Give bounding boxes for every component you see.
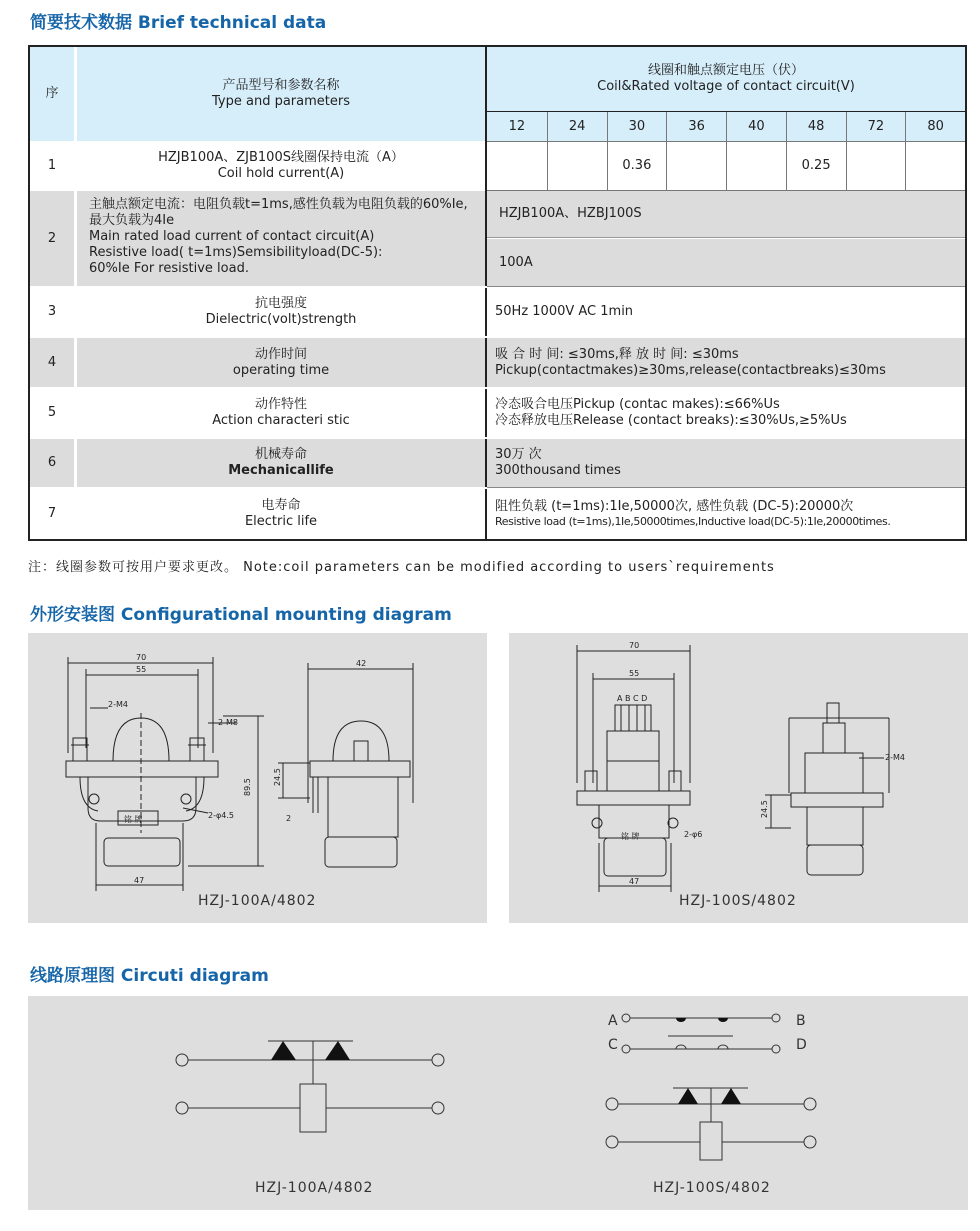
technical-data-table	[28, 45, 967, 541]
row-5-value-2: 冷态释放电压Release (contact breaks):≤30%Us,≥5%Us	[495, 413, 847, 428]
section-title-circuit: 线路原理图 Circuti diagram	[30, 966, 269, 986]
row-7-name	[77, 489, 485, 539]
row-4-value-zh: 吸 合 时 间: ≤30ms,释 放 时 间: ≤30ms	[495, 346, 739, 362]
row-7-name-zh: 电寿命	[261, 498, 301, 513]
row-5-value	[487, 389, 965, 437]
row-3-name	[77, 288, 485, 336]
voltage-col-72: 72	[846, 112, 906, 141]
row-1-value-24	[547, 142, 607, 190]
header-voltage-zh: 线圈和触点额定电压（伏）	[647, 63, 804, 78]
mounting-caption-right: HZJ-100S/4802	[679, 893, 797, 909]
voltage-col-40: 40	[726, 112, 786, 141]
voltage-col-36: 36	[666, 112, 726, 141]
dim-895-label: 89.5	[243, 778, 252, 796]
row-6-name-zh: 机械寿命	[254, 447, 307, 462]
dim-47-label: 47	[629, 877, 640, 886]
terminal-d-label: D	[796, 1037, 807, 1053]
row-2-no: 2	[30, 191, 74, 286]
row-1-name-en: Coil hold current(A)	[217, 166, 345, 181]
header-type	[77, 47, 485, 141]
dim-m4-label: 2-M4	[108, 700, 128, 709]
dim-70-label: 70	[136, 653, 147, 662]
header-voltage-en: Coil&Rated voltage of contact circuit(V)	[597, 79, 855, 94]
terminal-c-label: C	[608, 1037, 618, 1053]
row-4-name	[77, 338, 485, 387]
terminal-abcd-label: A B C D	[617, 694, 648, 703]
header-type-en: Type and parameters	[212, 94, 350, 109]
row-1-value-30: 0.36	[607, 142, 667, 190]
dim-245-label: 24.5	[760, 800, 769, 818]
row-4-name-zh: 动作时间	[254, 346, 307, 362]
nameplate-label: 铭 牌	[621, 832, 640, 841]
row-6-value-2: 300thousand times	[495, 463, 621, 478]
terminal-b-label: B	[796, 1013, 806, 1029]
header-seq	[30, 47, 74, 141]
dim-47-label: 47	[134, 876, 145, 885]
coil-note: 注：线圈参数可按用户要求更改。 Note:coil parameters can be modified according to users`requirements	[28, 560, 775, 575]
dim-245-label: 24.5	[273, 768, 282, 786]
voltage-col-30: 30	[607, 112, 667, 141]
header-seq-label: 序	[45, 86, 59, 101]
row-2-name-en3: 60%Ie For resistive load.	[89, 261, 249, 276]
row-1-value-36	[666, 142, 726, 190]
row-2-name	[77, 191, 485, 286]
dim-2-label: 2	[286, 814, 292, 823]
row-5-value-1: 冷态吸合电压Pickup (contac makes):≤66%Us	[495, 397, 780, 412]
circuit-diagram	[28, 996, 968, 1210]
dim-m8-label: 2-M8	[218, 718, 238, 727]
row-7-no: 7	[30, 489, 74, 539]
row-4-no: 4	[30, 338, 74, 387]
mounting-panel-left	[28, 633, 487, 923]
row-1-value-12	[487, 142, 547, 190]
section-title-mounting: 外形安装图 Configurational mounting diagram	[30, 605, 452, 625]
row-6-name-en: Mechanicallife	[228, 463, 334, 478]
row-4-value-en: Pickup(contactmakes)≥30ms,release(contactbreaks)≤30ms	[495, 362, 886, 378]
voltage-col-48: 48	[786, 112, 846, 141]
row-3-value: 50Hz 1000V AC 1min	[487, 288, 965, 336]
dim-m4-label: 2-M4	[885, 753, 905, 762]
circuit-panel	[28, 996, 968, 1210]
row-5-name-en: Action characteri stic	[212, 413, 350, 428]
dim-hole-label: 2-φ4.5	[208, 811, 234, 820]
header-voltage	[487, 47, 965, 111]
mounting-panel-right	[509, 633, 968, 923]
row-5-name-zh: 动作特性	[254, 397, 307, 412]
circuit-caption-left: HZJ-100A/4802	[255, 1180, 374, 1196]
mounting-caption-left: HZJ-100A/4802	[198, 893, 317, 909]
terminal-a-label: A	[608, 1013, 618, 1029]
row-3-name-en: Dielectric(volt)strength	[205, 312, 357, 327]
row-4-name-en: operating time	[232, 362, 330, 378]
row-2-name-en1: Main rated load current of contact circuit(A)	[89, 229, 375, 244]
row-1-no: 1	[30, 142, 74, 190]
row-2-value-1: HZJB100A、HZBJ100S	[487, 191, 965, 237]
voltage-col-80: 80	[905, 112, 965, 141]
voltage-col-12: 12	[508, 118, 526, 134]
dim-55-label: 55	[629, 669, 640, 678]
dim-55-label: 55	[136, 665, 147, 674]
voltage-col-24: 24	[547, 112, 607, 141]
row-7-value	[487, 489, 965, 539]
row-2-name-en2: Resistive load( t=1ms)Semsibilityload(DC-5):	[89, 245, 383, 260]
row-6-name	[77, 439, 485, 487]
row-1-name	[77, 142, 485, 190]
row-6-no: 6	[30, 439, 74, 487]
row-5-name	[77, 389, 485, 437]
row-3-no: 3	[30, 288, 74, 336]
dim-70-label: 70	[629, 641, 640, 650]
header-type-zh: 产品型号和参数名称	[222, 78, 340, 93]
row-6-value-1: 30万 次	[495, 447, 542, 462]
row-3-name-zh: 抗电强度	[254, 296, 307, 311]
row-1-value-80	[905, 142, 965, 190]
row-2-value-2: 100A	[487, 239, 965, 286]
dim-42-label: 42	[356, 659, 367, 668]
mounting-drawing-100s	[509, 633, 968, 923]
dim-hole-label: 2-φ6	[684, 830, 703, 839]
nameplate-label: 铭 牌	[124, 815, 143, 824]
row-4-value	[487, 338, 965, 387]
section-title-brief: 简要技术数据 Brief technical data	[30, 13, 327, 33]
row-1-name-zh: HZJB100A、ZJB100S线圈保持电流（A）	[158, 150, 404, 165]
circuit-caption-right: HZJ-100S/4802	[653, 1180, 771, 1196]
row-1-value-72	[846, 142, 906, 190]
row-2-name-zh: 主触点额定电流：电阻负载t=1ms,感性负载为电阻负载的60%Ie,最大负载为4Ie	[89, 197, 468, 228]
row-7-value-1: 阻性负载 (t=1ms):1Ie,50000次, 感性负载 (DC-5):20000次	[495, 499, 854, 514]
row-1-value-40	[726, 142, 786, 190]
row-1-value-48: 0.25	[786, 142, 846, 190]
mounting-drawing-100a	[28, 633, 487, 923]
row-7-name-en: Electric life	[244, 514, 318, 529]
row-7-value-2: Resistive load (t=1ms),1Ie,50000times,Inductive load(DC-5):1Ie,20000times.	[495, 515, 891, 528]
row-5-no: 5	[30, 389, 74, 437]
row-6-value	[487, 439, 965, 487]
